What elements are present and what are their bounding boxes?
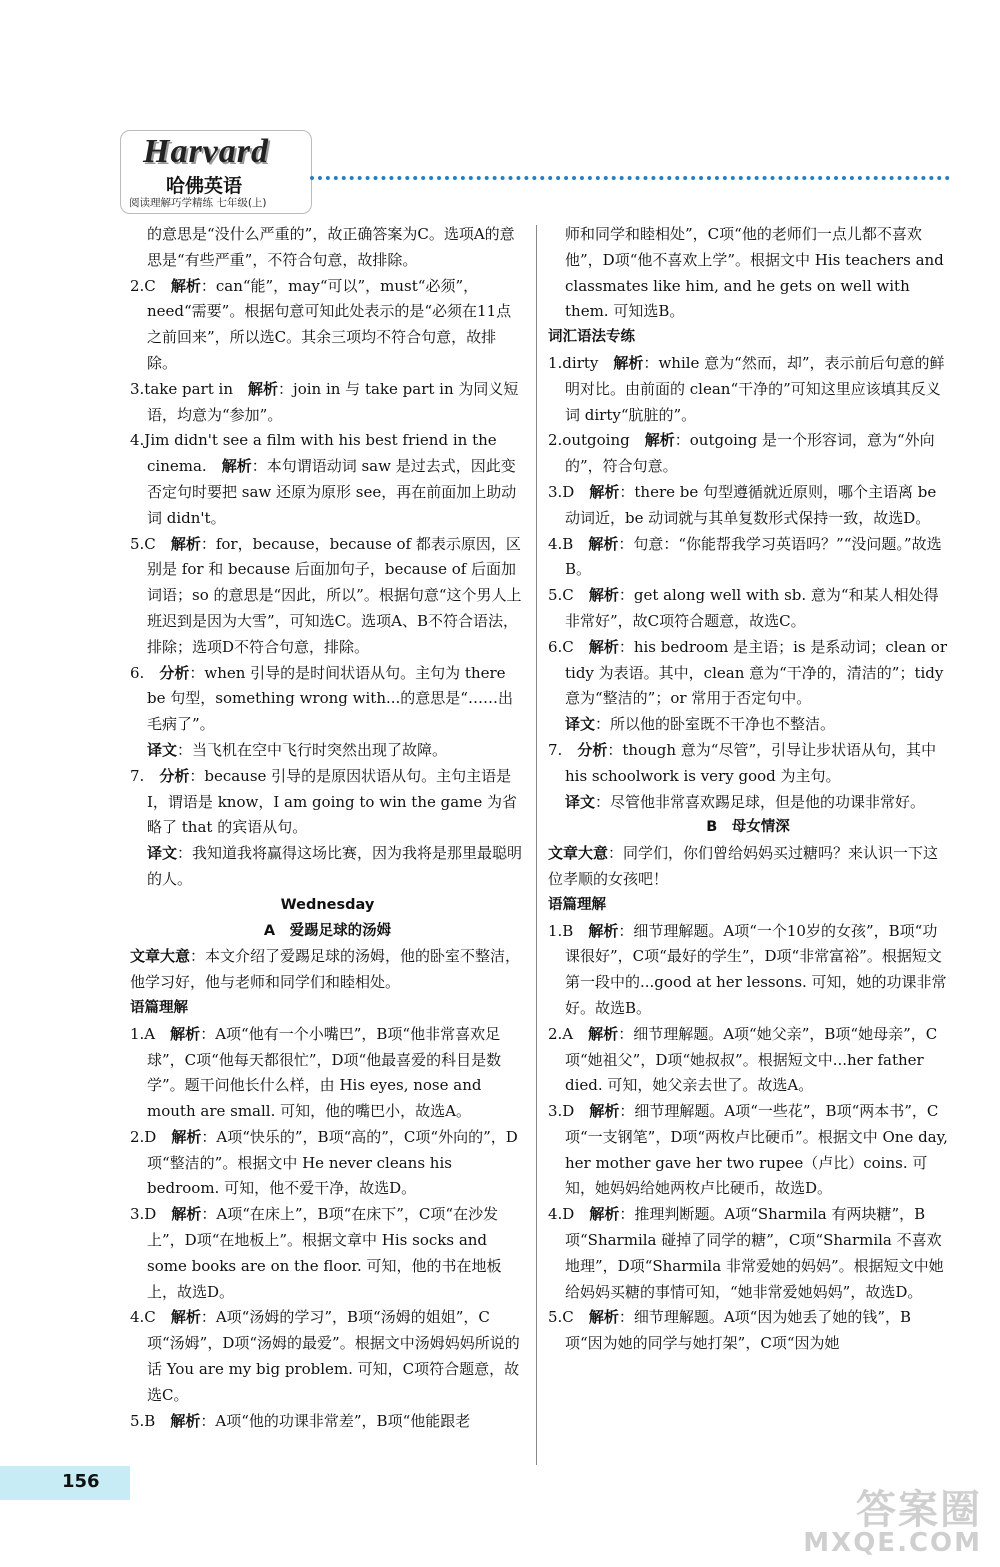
answer-label: 解析 (170, 1024, 201, 1043)
answer-item: 6. 分析：when 引导的是时间状语从句。主句为 there be 句型，something wrong with...的意思是“……出毛病了”。 (130, 663, 513, 734)
answer-item: 7. 分析：though 意为“尽管”，引导让步状语从句，其中 his schoolwork is very good 为主句。 (548, 740, 937, 785)
answer-item: 3.D 解析：细节理解题。A项“一些花”，B项“两本书”，C项“一支钢笔”，D项“两枚卢比硬币”。根据文中 One day, her mother gave her two rupee（卢比）coins. 可知，她妈妈给她两枚卢比硬币，故选D。 (548, 1102, 948, 1198)
answer-text: 师和同学和睦相处”，C项“他的老师们一点儿都不喜欢他”，D项“他不喜欢上学”。根据文中 His teachers and classmates like him, and he gets on well with them. 可知选B。 (565, 225, 944, 321)
answer-number: 2.A (548, 1024, 574, 1043)
logo-subtitle: 阅读理解巧学精练 七年级(上) (129, 197, 267, 209)
summary-text: 同学们，你们曾给妈妈买过糖吗？来认识一下这位孝顺的女孩吧！ (548, 844, 939, 888)
answer-text: for，because，because of 都表示原因，区别是 for 和 because 后面加句子，because of 后面加词语；so 的意思是“因此，所以”。根据句意“这个男人上班迟到是因为大雪”，可知选C。选项A、B不符合语法，排除；选项D不符合句意，排除。 (147, 534, 522, 656)
translation-label: 译文 (147, 844, 178, 863)
answer-label: 解析 (588, 921, 619, 940)
answer-item: 6.C 解析：his bedroom 是主语；is 是系动词；clean or tidy 为表语。其中，clean 意为“干净的，清洁的”；tidy 意为“整洁的”；or 常用于否定句中。 (548, 637, 947, 708)
summary-label: 文章大意 (130, 947, 191, 966)
answer-number: 2.C (130, 276, 156, 295)
watermark-text: 答案圈 (856, 1487, 982, 1533)
answer-number: 3.take part in (130, 379, 233, 398)
answer-label: 解析 (589, 1205, 620, 1224)
answer-text: 本句谓语动词 saw 是过去式，因此变否定句时要把 saw 还原为原形 see，再在前面加上助动词 didn't。 (147, 457, 517, 527)
answer-text: get along well with sb. 意为“和某人相处得非常好”，故C项符合题意，故选C。 (565, 586, 939, 630)
logo-title: Harvard (143, 133, 269, 170)
answer-item: 1.A 解析：A项“他有一个小嘴巴”，B项“他非常喜欢足球”，C项“他每天都很忙”，D项“他最喜爱的科目是数学”。题干问他长什么样，由 His eyes, nose and mouth are small. 可知，他的嘴巴小，故选A。 (130, 1024, 502, 1121)
section-title-text: Wednesday (280, 896, 375, 913)
section-heading (548, 893, 948, 919)
summary-paragraph: 文章大意：本文介绍了爱踢足球的汤姆，他的卧室不整洁，他学习好，他与老师和同学们和睦相处。 (130, 947, 521, 992)
answer-number: 4.C (130, 1308, 156, 1327)
answer-label: 解析 (170, 1308, 201, 1327)
answer-label: 解析 (644, 431, 675, 450)
watermark-url: MXQE.COM (803, 1528, 982, 1558)
answer-number: 3.D (548, 482, 575, 501)
answer-label: 分析 (159, 766, 190, 785)
answer-text: 推理判断题。A项“Sharmila 有两块糖”，B项“Sharmila 碰掉了同学的糖”，C项“Sharmila 不喜欢地理”，D项“Sharmila 非常爱她的妈妈”。根据短文中她给妈妈买糖的事情可知，“她非常爱她妈妈”，故选D。 (565, 1205, 944, 1301)
answer-text: when 引导的是时间状语从句。主句为 there be 句型，something wrong with...的意思是“……出毛病了”。 (147, 663, 513, 734)
answer-label: 解析 (248, 379, 279, 398)
answer-item: 7. 分析：because 引导的是原因状语从句。主句主语是I，谓语是 know，I am going to win the game 为省略了 that 的宾语从句。 (130, 766, 518, 837)
answer-text: 的意思是“没什么严重的”，故正确答案为C。选项A的意思是“有些严重”，不符合句意，故排除。 (147, 225, 515, 269)
answer-text: 我知道我将赢得这场比赛，因为我将是那里最聪明的人。 (147, 844, 523, 888)
section-heading-text: 词汇语法专练 (548, 329, 635, 346)
translation-label: 译文 (147, 740, 178, 759)
answer-continuation: 译文：我知道我将赢得这场比赛，因为我将是那里最聪明的人。 (147, 844, 523, 888)
answer-number: 2.outgoing (548, 431, 630, 450)
answer-item: 4.B 解析：句意：“你能帮我学习英语吗？”“没问题。”故选B。 (548, 534, 942, 579)
answer-text: because 引导的是原因状语从句。主句主语是I，谓语是 know，I am going to win the game 为省略了 that 的宾语从句。 (147, 766, 518, 837)
answer-item: 2.A 解析：细节理解题。A项“她父亲”，B项“她母亲”，C项“她祖父”，D项“她叔叔”。根据短文中...her father died. 可知，她父亲去世了。故选A。 (548, 1024, 938, 1095)
page-number-box (0, 1466, 130, 1500)
answer-label: 解析 (170, 534, 201, 553)
answer-item: 1.B 解析：细节理解题。A项“一个10岁的女孩”，B项“功课很好”，C项“最好的学生”，D项“非常富裕”。根据短文第一段中的...good at her lessons. 可知，她的功课非常好。故选B。 (548, 921, 947, 1017)
answer-item: 1.dirty 解析：while 意为“然而，却”，表示前后句意的鲜明对比。由前面的 clean“干净的”可知这里应该填其反义词 dirty“肮脏的”。 (548, 353, 945, 424)
answer-text: though 意为“尽管”，引导让步状语从句，其中 his schoolwork is very good 为主句。 (565, 740, 937, 785)
right-column (548, 222, 948, 1357)
answer-label: 解析 (170, 276, 201, 295)
answer-item: 5.C 解析：get along well with sb. 意为“和某人相处得非常好”，故C项符合题意，故选C。 (548, 586, 939, 630)
translation-label: 译文 (565, 792, 596, 811)
answer-label: 解析 (171, 1205, 202, 1224)
answer-continuation: 译文：尽管他非常喜欢踢足球，但是他的功课非常好。 (565, 792, 926, 811)
answer-number: 5.B (130, 1411, 156, 1430)
answer-label: 解析 (589, 482, 620, 501)
answer-item: 4.D 解析：推理判断题。A项“Sharmila 有两块糖”，B项“Sharmila 碰掉了同学的糖”，C项“Sharmila 不喜欢地理”，D项“Sharmila 非常爱她的妈妈”。根据短文中她给妈妈买糖的事情可知，“她非常爱她妈妈”，故选D。 (548, 1205, 944, 1301)
answer-item: 2.D 解析：A项“快乐的”，B项“高的”，C项“外向的”，D项“整洁的”。根据文中 He never cleans his bedroom. 可知，他不爱干净，故选D。 (130, 1127, 518, 1198)
answer-item: 3.D 解析：A项“在床上”，B项“在床下”，C项“在沙发上”，D项“在地板上”。根据文章中 His socks and some books are on the floor. 可知，他的书在地板上，故选D。 (130, 1205, 502, 1301)
answer-text: 细节理解题。A项“一个10岁的女孩”，B项“功课很好”，C项“最好的学生”，D项“非常富裕”。根据短文第一段中的...good at her lessons. 可知，她的功课非常好。故选B。 (565, 921, 947, 1017)
answer-text: outgoing 是一个形容词，意为“外向的”，符合句意。 (565, 431, 935, 476)
section-heading (548, 325, 948, 351)
answer-text: 当飞机在空中飞行时突然出现了故障。 (192, 740, 448, 759)
column-divider (536, 225, 537, 1465)
answer-number: 6. (130, 663, 145, 682)
answer-item: 2.outgoing 解析：outgoing 是一个形容词，意为“外向的”，符合句意。 (548, 431, 935, 476)
section-title (548, 815, 948, 841)
answer-continuation: 译文：当飞机在空中飞行时突然出现了故障。 (147, 740, 448, 759)
answer-number: 5.C (130, 534, 156, 553)
answer-label: 解析 (170, 1411, 201, 1430)
summary-paragraph: 文章大意：同学们，你们曾给妈妈买过糖吗？来认识一下这位孝顺的女孩吧！ (548, 844, 939, 888)
section-heading-text: 语篇理解 (548, 896, 606, 913)
answer-item: 4.Jim didn't see a film with his best friend in the cinema. 解析：本句谓语动词 saw 是过去式，因此变否定句时要把 saw 还原为原形 see，再在前面加上助动词 didn't。 (130, 431, 517, 527)
section-title (130, 919, 525, 945)
answer-label: 分析 (159, 663, 190, 682)
answer-item: 2.C 解析：can“能”，may“可以”，must“必须”，need“需要”。根据句意可知此处表示的是“必须在11点之前回来”，所以选C。其余三项均不符合句意，故排除。 (130, 276, 512, 372)
answer-text: A项“快乐的”，B项“高的”，C项“外向的”，D项“整洁的”。根据文中 He never cleans his bedroom. 可知，他不爱干净，故选D。 (147, 1127, 518, 1198)
answer-continuation: 译文：所以他的卧室既不干净也不整洁。 (565, 715, 836, 734)
answer-text: his bedroom 是主语；is 是系动词；clean or tidy 为表语。其中，clean 意为“干净的，清洁的”；tidy 意为“整洁的”；or 常用于否定句中。 (565, 637, 947, 708)
harvard-logo (120, 130, 312, 214)
answer-number: 4.D (548, 1205, 575, 1224)
answer-continuation (130, 222, 525, 274)
answer-number: 7. (548, 740, 563, 759)
answer-label: 解析 (588, 1024, 619, 1043)
answer-number: 4.Jim didn't see a film with his best friend in the cinema. (130, 431, 497, 476)
answer-text: A项“汤姆的学习”，B项“汤姆的姐姐”，C项“汤姆”，D项“汤姆的最爱”。根据文中汤姆妈妈所说的话 You are my big problem. 可知，C项符合题意，故选C。 (147, 1308, 520, 1404)
answer-continuation (548, 222, 948, 325)
section-heading-text: 语篇理解 (130, 999, 188, 1016)
answer-label: 解析 (613, 353, 644, 372)
answer-label: 解析 (589, 1102, 620, 1121)
left-column (130, 222, 525, 1434)
answer-text: A项“他的功课非常差”，B项“他能跟老 (215, 1411, 471, 1430)
page-number: 156 (62, 1471, 100, 1492)
logo-chinese-title: 哈佛英语 (166, 175, 243, 197)
section-title-text: B 母女情深 (706, 819, 790, 836)
answer-item: 4.C 解析：A项“汤姆的学习”，B项“汤姆的姐姐”，C项“汤姆”，D项“汤姆的最爱”。根据文中汤姆妈妈所说的话 You are my big problem. 可知，C项符合题意，故选C。 (130, 1308, 520, 1404)
answer-item: 5.B 解析：A项“他的功课非常差”，B项“他能跟老 (130, 1411, 471, 1430)
answer-number: 1.B (548, 921, 574, 940)
answer-number: 1.A (130, 1024, 156, 1043)
answer-number: 4.B (548, 534, 574, 553)
answer-text: 细节理解题。A项“她父亲”，B项“她母亲”，C项“她祖父”，D项“她叔叔”。根据短文中...her father died. 可知，她父亲去世了。故选A。 (565, 1024, 938, 1095)
answer-label: 解析 (588, 637, 619, 656)
answer-number: 7. (130, 766, 145, 785)
answer-number: 3.D (548, 1102, 575, 1121)
answer-label: 解析 (171, 1127, 202, 1146)
answer-item: 5.C 解析：for，because，because of 都表示原因，区别是 for 和 because 后面加句子，because of 后面加词语；so 的意思是“因此，所以”。根据句意“这个男人上班迟到是因为大雪”，可知选C。选项A、B不符合语法，排除；选项D不符合句意，排除。 (130, 534, 522, 656)
answer-text: while 意为“然而，却”，表示前后句意的鲜明对比。由前面的 clean“干净的”可知这里应该填其反义词 dirty“肮脏的”。 (565, 353, 945, 424)
answer-text: there be 句型遵循就近原则，哪个主语离 be 动词近，be 动词就与其单复数形式保持一致，故选D。 (565, 482, 937, 527)
answer-text: can“能”，may“可以”，must“必须”，need“需要”。根据句意可知此处表示的是“必须在11点之前回来”，所以选C。其余三项均不符合句意，故排除。 (147, 276, 512, 372)
answer-text: 尽管他非常喜欢踢足球，但是他的功课非常好。 (610, 792, 926, 811)
answer-text: join in 与 take part in 为同义短语，均意为“参加”。 (147, 379, 519, 424)
header-dotted-rule (310, 176, 950, 180)
answer-label: 解析 (588, 586, 619, 605)
answer-number: 5.C (548, 1308, 574, 1327)
answer-number: 1.dirty (548, 353, 599, 372)
answer-text: 句意：“你能帮我学习英语吗？”“没问题。”故选B。 (565, 534, 942, 579)
answer-text: 细节理解题。A项“因为她丢了她的钱”，B项“因为她的同学与她打架”，C项“因为她 (565, 1308, 912, 1353)
answer-number: 6.C (548, 637, 574, 656)
answer-text: A项“在床上”，B项“在床下”，C项“在沙发上”，D项“在地板上”。根据文章中 His socks and some books are on the floor. 可知，他的书在地板上，故选D。 (147, 1205, 502, 1301)
answer-item: 3.take part in 解析：join in 与 take part in 为同义短语，均意为“参加”。 (130, 379, 519, 424)
summary-label: 文章大意 (548, 844, 609, 863)
summary-text: 本文介绍了爱踢足球的汤姆，他的卧室不整洁，他学习好，他与老师和同学们和睦相处。 (130, 947, 521, 992)
section-title (130, 893, 525, 919)
answer-number: 5.C (548, 586, 574, 605)
section-title-text: A 爱踢足球的汤姆 (263, 922, 392, 939)
answer-text: A项“他有一个小嘴巴”，B项“他非常喜欢足球”，C项“他每天都很忙”，D项“他最喜爱的科目是数学”。题干问他长什么样，由 His eyes, nose and mouth are small. 可知，他的嘴巴小，故选A。 (147, 1024, 502, 1121)
answer-item: 5.C 解析：细节理解题。A项“因为她丢了她的钱”，B项“因为她的同学与她打架”，C项“因为她 (548, 1308, 912, 1353)
watermark (790, 1478, 990, 1558)
answer-number: 3.D (130, 1205, 157, 1224)
answer-text: 细节理解题。A项“一些花”，B项“两本书”，C项“一支钢笔”，D项“两枚卢比硬币”。根据文中 One day, her mother gave her two rupee（卢比）coins. 可知，她妈妈给她两枚卢比硬币，故选D。 (565, 1102, 948, 1198)
translation-label: 译文 (565, 715, 596, 734)
answer-label: 解析 (221, 457, 252, 476)
answer-label: 解析 (588, 534, 619, 553)
answer-item: 3.D 解析：there be 句型遵循就近原则，哪个主语离 be 动词近，be 动词就与其单复数形式保持一致，故选D。 (548, 482, 937, 527)
page-header (0, 0, 1000, 225)
section-heading (130, 996, 525, 1022)
answer-text: 所以他的卧室既不干净也不整洁。 (610, 715, 836, 734)
answer-label: 分析 (577, 740, 608, 759)
answer-label: 解析 (588, 1308, 619, 1327)
answer-number: 2.D (130, 1127, 157, 1146)
